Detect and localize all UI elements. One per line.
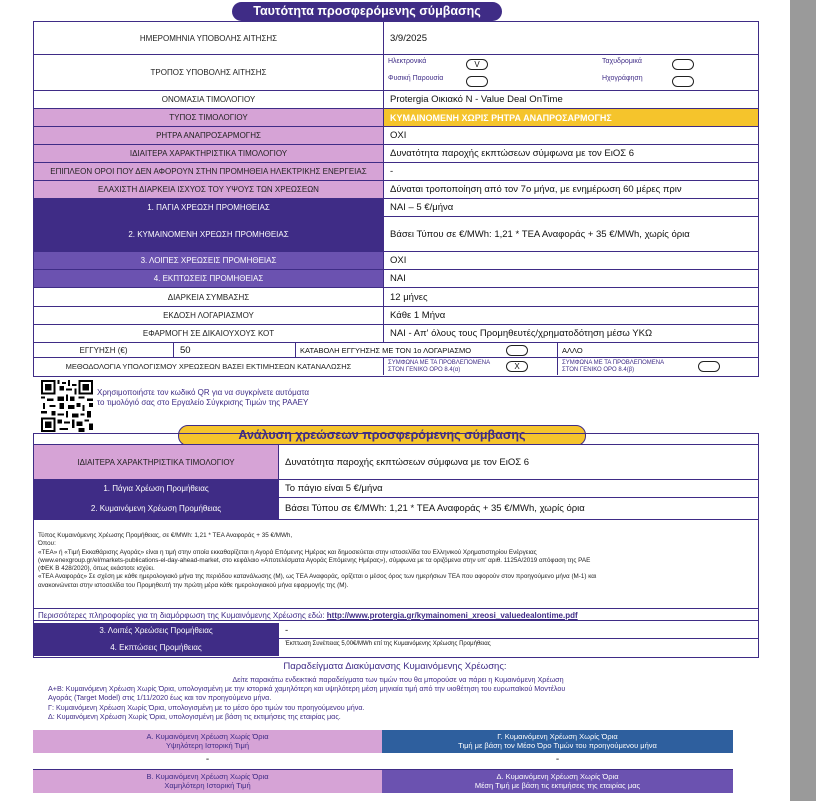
row-variable-charge bbox=[34, 217, 758, 252]
example-a-header bbox=[33, 730, 382, 753]
qr-note: Χρησιμοποιήστε τον κωδικό QR για να συγκρίνετε αυτόματα το τιμολόγιό σας στο Εργαλείο Σύγκρισης Τιμών της ΡΑΑΕΥ bbox=[97, 388, 310, 407]
row-submission-method bbox=[34, 55, 758, 91]
discounts-value: ΝΑΙ bbox=[384, 270, 758, 287]
option-postal-label: Ταχυδρομικά bbox=[602, 58, 642, 65]
formula-line: (ΦΕΚ Β 428/2020), όπως εκάστοτε ισχύει. bbox=[38, 565, 155, 573]
special-features-value: Δυνατότητα παροχής εκπτώσεων σύμφωνα με τον ΕιΟΣ 6 bbox=[384, 145, 758, 162]
kot-value: ΝΑΙ - Απ' όλους τους Προμηθευτές/χρηματοδότηση μέσω ΥΚΩ bbox=[384, 325, 758, 342]
option-physical-checkbox[interactable] bbox=[466, 76, 488, 87]
row-guarantee bbox=[34, 343, 758, 358]
method-label: ΜΕΘΟΔΟΛΟΓΙΑ ΥΠΟΛΟΓΙΣΜΟΥ ΧΡΕΩΣΕΩΝ ΒΑΣΕΙ ΕΚΤΙΜΗΣΕΩΝ ΚΑΤΑΝΑΛΩΣΗΣ bbox=[34, 358, 384, 375]
submission-method-options bbox=[384, 55, 758, 90]
submission-date-label: ΗΜΕΡΟΜΗΝΙΑ ΥΠΟΒΟΛΗΣ ΑΙΤΗΣΗΣ bbox=[34, 22, 384, 54]
row-tariff-type bbox=[34, 109, 758, 127]
variable-charge-label: 2. ΚΥΜΑΙΝΟΜΕΝΗ ΧΡΕΩΣΗ ΠΡΟΜΗΘΕΙΑΣ bbox=[34, 217, 384, 251]
analysis-row-other bbox=[34, 623, 758, 639]
qr-code[interactable] bbox=[41, 380, 93, 432]
analysis-row-special bbox=[34, 444, 758, 480]
formula-line: «ΤΕΑ» ή «Τιμή Εκκαθάρισης Αγοράς» είναι η τιμή στην οποία εκκαθαρίζεται η Αγορά Επόμενης Ημέρας και δημοσιεύεται στην ιστοσελίδα του Ελληνικού Χρηματιστηρίου Ενέργειας bbox=[38, 548, 537, 556]
example-c-title: Γ. Κυμαινόμενη Χρέωση Χωρίς Όρια bbox=[497, 732, 618, 741]
row-extra-terms bbox=[34, 163, 758, 181]
examples-line: Γ: Κυμαινόμενη Χρέωση Χωρίς Όρια, υπολογισμένη με το μέσο όρο τιμών του προηγούμενου μήνα. bbox=[48, 702, 365, 712]
analysis-discounts-value: Έκπτωση Συνέπειας 5,00€/MWh επί της Κυμαινόμενης Χρέωσης Προμήθειας bbox=[279, 639, 758, 656]
option-electronic-label: Ηλεκτρονικά bbox=[388, 58, 427, 65]
analysis-row-discounts bbox=[34, 639, 758, 656]
row-discounts bbox=[34, 270, 758, 288]
tariff-type-value: ΚΥΜΑΙΝΟΜΕΝΗ ΧΩΡΙΣ ΡΗΤΡΑ ΑΝΑΠΡΟΣΑΡΜΟΓΗΣ bbox=[384, 109, 758, 126]
billing-value: Κάθε 1 Μήνα bbox=[384, 307, 758, 324]
example-c-sub: Τιμή με βάση τον Μέσο Όρο Τιμών του προηγούμενου μήνα bbox=[458, 741, 657, 750]
example-c-value: - bbox=[382, 753, 733, 770]
adjust-clause-label: ΡΗΤΡΑ ΑΝΑΠΡΟΣΑΡΜΟΓΗΣ bbox=[34, 127, 384, 144]
examples-title: Παραδείγματα Διακύμανσης Κυμαινόμενης Χρέωσης: bbox=[283, 661, 507, 672]
special-features-label: ΙΔΙΑΙΤΕΡΑ ΧΑΡΑΚΤΗΡΙΣΤΙΚΑ ΤΙΜΟΛΟΓΙΟΥ bbox=[34, 145, 384, 162]
tariff-name-label: ΟΝΟΜΑΣΙΑ ΤΙΜΟΛΟΓΙΟΥ bbox=[34, 91, 384, 108]
example-d-title: Δ. Κυμαινόμενη Χρέωση Χωρίς Όρια bbox=[496, 772, 619, 781]
adjust-clause-value: ΟΧΙ bbox=[384, 127, 758, 144]
kot-label: ΕΦΑΡΜΟΓΗ ΣΕ ΔΙΚΑΙΟΥΧΟΥΣ ΚΟΤ bbox=[34, 325, 384, 342]
guarantee-payment-label: ΚΑΤΑΒΟΛΗ ΕΓΓΥΗΣΗΣ ΜΕ ΤΟΝ 1ο ΛΟΓΑΡΙΑΣΜΟ bbox=[300, 345, 472, 355]
example-a-title: Α. Κυμαινόμενη Χρέωση Χωρίς Όρια bbox=[146, 732, 269, 741]
contract-identity-table bbox=[33, 21, 759, 377]
example-d-header bbox=[382, 770, 733, 793]
analysis-variable-label: 2. Κυμαινόμενη Χρέωση Προμήθειας bbox=[34, 498, 279, 519]
method-option-b-checkbox[interactable] bbox=[698, 361, 720, 372]
min-duration-value: Δύναται τροποποίηση από τον 7ο μήνα, με ενημέρωση 60 μέρες πριν bbox=[384, 181, 758, 198]
analysis-other-label: 3. Λοιπές Χρεώσεις Προμήθειας bbox=[34, 623, 279, 638]
method-option-a-cell bbox=[384, 358, 558, 375]
fixed-charge-label: 1. ΠΑΓΙΑ ΧΡΕΩΣΗ ΠΡΟΜΗΘΕΙΑΣ bbox=[34, 199, 384, 216]
analysis-row-fixed bbox=[34, 480, 758, 498]
example-b-sub: Χαμηλότερη Ιστορική Τιμή bbox=[164, 781, 251, 790]
option-physical-label: Φυσική Παρουσία bbox=[388, 75, 444, 82]
method-option-a-label: ΣΥΜΦΩΝΑ ΜΕ ΤΑ ΠΡΟΒΛΕΠΟΜΕΝΑ ΣΤΟΝ ΓΕΝΙΚΟ ΟΡΟ 8.4(α) bbox=[388, 360, 490, 373]
tariff-type-label: ΤΥΠΟΣ ΤΙΜΟΛΟΓΙΟΥ bbox=[34, 109, 384, 126]
method-option-b-cell bbox=[558, 358, 758, 375]
contract-identity-title: Ταυτότητα προσφερόμενης σύμβασης bbox=[232, 2, 502, 21]
guarantee-label: ΕΓΓΥΗΣΗ (€) bbox=[34, 343, 174, 357]
extra-terms-value: - bbox=[384, 163, 758, 180]
analysis-other-value: - bbox=[279, 623, 758, 638]
info-link[interactable]: http://www.protergia.gr/kymainomeni_xreosi_valuedealontime.pdf bbox=[326, 611, 578, 620]
extra-terms-label: ΕΠΙΠΛΕΟΝ ΟΡΟΙ ΠΟΥ ΔΕΝ ΑΦΟΡΟΥΝ ΣΤΗΝ ΠΡΟΜΗΘΕΙΑ ΗΛΕΚΤΡΙΚΗΣ ΕΝΕΡΓΕΙΑΣ bbox=[34, 163, 384, 180]
row-fixed-charge bbox=[34, 199, 758, 217]
example-a-value: - bbox=[33, 753, 382, 770]
other-charges-label: 3. ΛΟΙΠΕΣ ΧΡΕΩΣΕΙΣ ΠΡΟΜΗΘΕΙΑΣ bbox=[34, 252, 384, 269]
row-tariff-name bbox=[34, 91, 758, 109]
option-postal-checkbox[interactable] bbox=[672, 59, 694, 70]
formula-line: Τύπος Κυμαινόμενης Χρέωσης Προμήθειας, σε €/MWh: 1,21 * ΤΕΑ Αναφοράς + 35 €/MWh, bbox=[38, 532, 293, 539]
analysis-section bbox=[33, 433, 759, 658]
submission-date-value: 3/9/2025 bbox=[384, 22, 758, 54]
examples-line: Δείτε παρακάτω ενδεικτικά παραδείγματα των τιμών που θα μπορούσε να πάρει η Κυμαινόμενη Χρέωση bbox=[232, 675, 564, 684]
analysis-fixed-value: Το πάγιο είναι 5 €/μήνα bbox=[279, 480, 758, 497]
guarantee-payment-checkbox[interactable] bbox=[506, 345, 528, 356]
formula-line: (www.enexgroup.gr/el/markets-publications-el-day-ahead-market, στο κεφάλαιο «Αποτελέσματα Αγοράς Επόμενης Ημέρας»), σύμφωνα με τα οριζόμενα στην υπ' αριθ. 1125Α/2019 απόφαση της ΡΑΕ bbox=[38, 556, 591, 564]
examples-line: Α+Β: Κυμαινόμενη Χρέωση Χωρίς Όρια, υπολογισμένη με την ιστορικά χαμηλότερη και υψηλότερη μέση μηνιαία τιμή από την υιοθέτηση του ευρωπαϊκού Μοντέλου bbox=[48, 684, 566, 694]
row-special-features bbox=[34, 145, 758, 163]
example-c-header bbox=[382, 730, 733, 753]
example-a-sub: Υψηλότερη Ιστορική Τιμή bbox=[165, 741, 250, 750]
guarantee-other-label: ΑΛΛΟ bbox=[562, 345, 583, 355]
row-method bbox=[34, 358, 758, 375]
info-text: Περισσότερες πληροφορίες για τη διαμόρφωση της Κυμαινόμενης Χρέωσης εδώ: bbox=[38, 611, 325, 620]
analysis-fixed-label: 1. Πάγια Χρέωση Προμήθειας bbox=[34, 480, 279, 497]
row-adjust-clause bbox=[34, 127, 758, 145]
other-charges-value: ΟΧΙ bbox=[384, 252, 758, 269]
row-billing bbox=[34, 307, 758, 325]
row-other-charges bbox=[34, 252, 758, 270]
option-electronic-checkbox[interactable]: V bbox=[466, 59, 488, 70]
discounts-label: 4. ΕΚΠΤΩΣΕΙΣ ΠΡΟΜΗΘΕΙΑΣ bbox=[34, 270, 384, 287]
analysis-special-label: ΙΔΙΑΙΤΕΡΑ ΧΑΡΑΚΤΗΡΙΣΤΙΚΑ ΤΙΜΟΛΟΓΙΟΥ bbox=[34, 445, 279, 479]
method-option-a-checkbox[interactable]: X bbox=[506, 361, 528, 372]
contract-duration-label: ΔΙΑΡΚΕΙΑ ΣΥΜΒΑΣΗΣ bbox=[34, 288, 384, 306]
viewer-scroll-gutter[interactable] bbox=[790, 0, 816, 801]
row-contract-duration bbox=[34, 288, 758, 307]
examples-line: Δ: Κυμαινόμενη Χρέωση Χωρίς Όρια, υπολογισμένη με βάση τις εκτιμήσεις της εταιρίας μας. bbox=[48, 711, 341, 721]
analysis-special-value: Δυνατότητα παροχής εκπτώσεων σύμφωνα με τον ΕιΟΣ 6 bbox=[279, 445, 758, 479]
row-kot bbox=[34, 325, 758, 343]
billing-label: ΕΚΔΟΣΗ ΛΟΓΑΡΙΑΣΜΟΥ bbox=[34, 307, 384, 324]
tariff-name-value: Protergia Οικιακό Ν - Value Deal OnTime bbox=[384, 91, 758, 108]
analysis-discounts-label: 4. Εκπτώσεις Προμήθειας bbox=[34, 639, 279, 656]
info-row bbox=[34, 608, 758, 621]
analysis-variable-value: Βάσει Τύπου σε €/MWh: 1,21 * ΤΕΑ Αναφοράς + 35 €/MWh, χωρίς όρια bbox=[279, 498, 758, 519]
guarantee-value: 50 bbox=[174, 343, 296, 357]
analysis-row-variable bbox=[34, 498, 758, 520]
example-b-header bbox=[33, 770, 382, 793]
row-submission-date bbox=[34, 22, 758, 55]
examples-line: Αγοράς (Target Model) στις 1/11/2020 έως και τον προηγούμενο μήνα. bbox=[48, 693, 272, 703]
analysis-title: Ανάλυση χρεώσεων προσφερόμενης σύμβασης bbox=[178, 425, 586, 446]
option-recording-label: Ηχογράφηση bbox=[602, 75, 643, 82]
row-min-duration bbox=[34, 181, 758, 199]
submission-method-label: ΤΡΟΠΟΣ ΥΠΟΒΟΛΗΣ ΑΙΤΗΣΗΣ bbox=[34, 55, 384, 90]
example-b-title: Β. Κυμαινόμενη Χρέωση Χωρίς Όρια bbox=[146, 772, 269, 781]
method-option-b-label: ΣΥΜΦΩΝΑ ΜΕ ΤΑ ΠΡΟΒΛΕΠΟΜΕΝΑ ΣΤΟΝ ΓΕΝΙΚΟ ΟΡΟ 8.4(β) bbox=[562, 360, 664, 373]
formula-explanation bbox=[38, 532, 754, 590]
min-duration-label: ΕΛΑΧΙΣΤΗ ΔΙΑΡΚΕΙΑ ΙΣΧΥΟΣ ΤΟΥ ΥΨΟΥΣ ΤΩΝ ΧΡΕΩΣΕΩΝ bbox=[34, 181, 384, 198]
examples-description bbox=[48, 675, 748, 721]
formula-line: «ΤΕΑ Αναφοράς» Σε σχέση με κάθε ημερολογιακό μήνα της περιόδου κατανάλωσης (Μ), ως ΤΕΑ Αναφοράς, ορίζεται ο μέσος όρος των ημερήσιων ΤΕΑ που αφορούν στον προηγούμενο μήνα (Μ-1) και bbox=[38, 573, 597, 581]
guarantee-payment-cell bbox=[296, 343, 558, 357]
fixed-charge-value: ΝΑΙ – 5 €/μήνα bbox=[384, 199, 758, 216]
variable-charge-value: Βάσει Τύπου σε €/MWh: 1,21 * ΤΕΑ Αναφοράς + 35 €/MWh, χωρίς όρια bbox=[384, 217, 758, 251]
contract-duration-value: 12 μήνες bbox=[384, 288, 758, 306]
option-recording-checkbox[interactable] bbox=[672, 76, 694, 87]
formula-line: ανακοινώνεται στην ιστοσελίδα του Προμηθευτή την πρώτη μέρα κάθε ημερολογιακού μήνα εφαρμογής της (Μ). bbox=[38, 581, 349, 589]
example-d-sub: Μέση Τιμή με βάση τις εκτιμήσεις της εταιρίας μας bbox=[474, 781, 641, 790]
formula-line: Όπου: bbox=[38, 540, 56, 548]
